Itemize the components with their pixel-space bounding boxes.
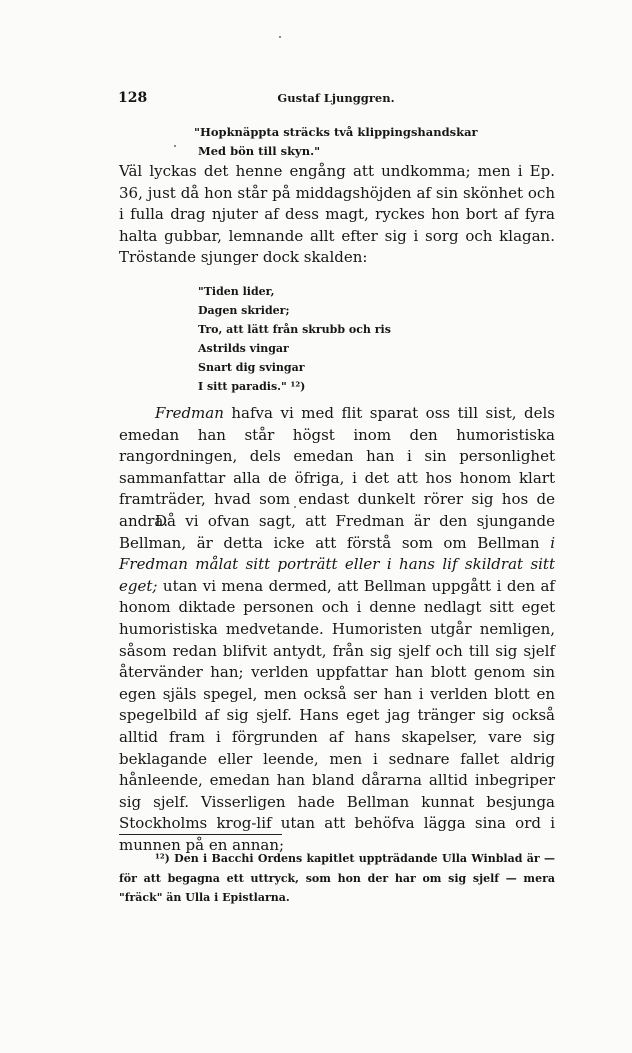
paragraph-3-italic: i Fredman målat sitt porträtt eller i hans lif skildrat sitt eget; [119, 533, 555, 595]
paper-speck [279, 36, 281, 38]
poem-excerpt-2 [198, 282, 391, 396]
page-header [118, 90, 554, 108]
paragraph-3 [119, 511, 555, 857]
poem-line: "Hopknäppta sträcks två klippingshandskar [194, 125, 478, 139]
paragraph-1: Väl lyckas det henne engång att undkomma; men i Ep. 36, just då hon står på middagshöjden af sin skönhet och i fulla drag njuter af dess magt, ryckes hon bort af fyra halta gubbar, lemnande allt efter sig i sorg och klagan. Tröstande sjunger dock skalden: [119, 162, 555, 267]
poem-line: I sitt paradis." ¹²) [198, 380, 306, 393]
paragraph-3-text-a: Då vi ofvan sagt, att Fredman är den sjungande Bellman, är detta icke att förstå som om Bellman [119, 512, 555, 552]
italic-name-fredman: Fredman [155, 404, 224, 422]
footnote-divider [119, 834, 282, 835]
poem-line: Dagen skrider; [198, 304, 290, 317]
poem-excerpt-1 [194, 123, 478, 161]
paragraph-2-text: hafva vi med flit sparat oss till sist, dels emedan han står högst inom den humoristiska rangordningen, dels emedan han i sin personlighet sammanfattar alla de öfriga, i det att hos honom klart framträder, hvad som endast dunkelt rörer sig hos de andra. [119, 404, 555, 530]
poem-line: Tro, att lätt från skrubb och ris [198, 323, 391, 336]
paragraph-3-text-b: utan vi mena dermed, att Bellman uppgått i den af honom diktade personen och i denne nedlagt sitt eget humoristiska medvetande. Humoristen utgår nemligen, såsom redan blifvit antydt, från sig sjelf och till sig sjelf återvänder han; verlden uppfattar han blott genom sin egen själs spegel, men också ser han i verlden blott en spegelbild af sig sjelf. Hans eget jag tränger sig också alltid fram i förgrunden af hans skapelser, vare sig beklagande eller leende, men i sednare fallet aldrig hånleende, emedan han bland dårarna alltid inbegriper sig sjelf. Visserligen hade Bellman kunnat besjunga Stockholms krog-lif utan att behöfva lägga sina ord i munnen på en annan; [119, 576, 555, 854]
footnote: ¹²) Den i Bacchi Ordens kapitlet uppträdande Ulla Winblad är — för att begagna ett uttryck, som hon der har om sig sjelf — mera "fräck" än Ulla i Epistlarna. [119, 852, 555, 904]
page-number: 128 [118, 90, 148, 106]
running-title: Gustaf Ljunggren. [277, 91, 395, 105]
poem-line: "Tiden lider, [198, 285, 275, 298]
poem-line: Snart dig svingar [198, 361, 305, 374]
poem-line: Astrilds vingar [198, 342, 289, 355]
poem-line: Med bön till skyn." [198, 144, 321, 158]
paper-speck [174, 145, 176, 147]
